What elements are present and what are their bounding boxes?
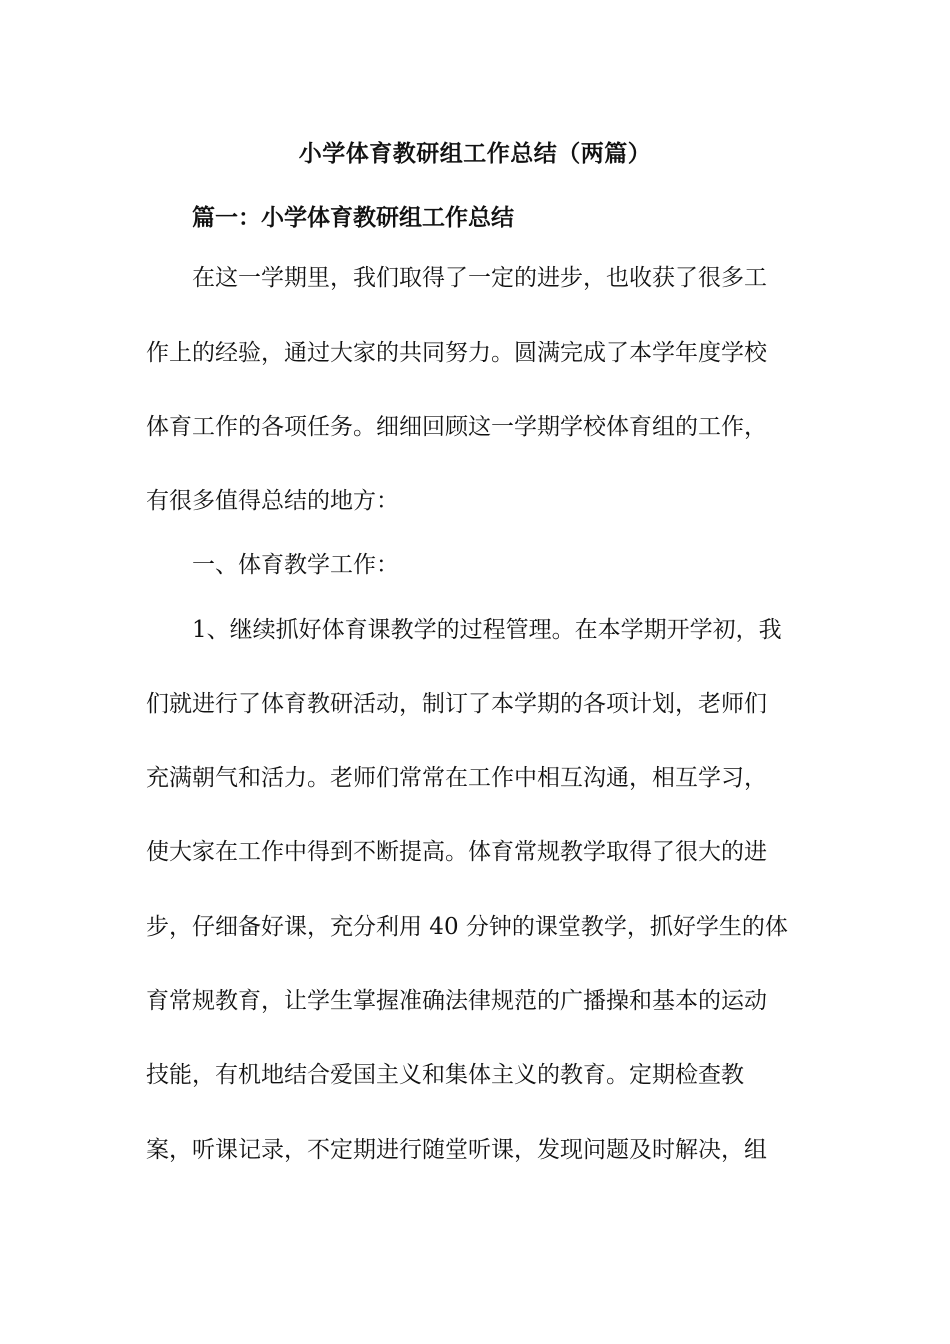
paragraph-line: 技能，有机地结合爱国主义和集体主义的教育。定期检查教 [146, 1062, 744, 1088]
paragraph-line: 在这一学期里，我们取得了一定的进步，也收获了很多工 [192, 265, 767, 291]
paragraph-line: 充满朝气和活力。老师们常常在工作中相互沟通，相互学习， [146, 765, 767, 791]
paragraph-line: 有很多值得总结的地方： [146, 488, 399, 514]
paragraph-line: 步，仔细备好课，充分利用 40 分钟的课堂教学，抓好学生的体 [146, 914, 788, 940]
paragraph-line: 1、继续抓好体育课教学的过程管理。在本学期开学初，我 [192, 617, 782, 643]
paragraph-line: 作上的经验，通过大家的共同努力。圆满完成了本学年度学校 [146, 340, 767, 366]
paragraph-line: 使大家在工作中得到不断提高。体育常规教学取得了很大的进 [146, 839, 767, 865]
paragraph-line: 们就进行了体育教研活动，制订了本学期的各项计划，老师们 [146, 691, 767, 717]
document-title: 小学体育教研组工作总结（两篇） [298, 140, 652, 167]
section-heading: 一、体育教学工作： [192, 552, 399, 578]
paragraph-line: 育常规教育，让学生掌握准确法律规范的广播操和基本的运动 [146, 988, 767, 1014]
paragraph-line: 案，听课记录，不定期进行随堂听课，发现问题及时解决，组 [146, 1137, 767, 1163]
paragraph-line: 体育工作的各项任务。细细回顾这一学期学校体育组的工作， [146, 414, 767, 440]
part-heading: 篇一：小学体育教研组工作总结 [192, 204, 514, 231]
